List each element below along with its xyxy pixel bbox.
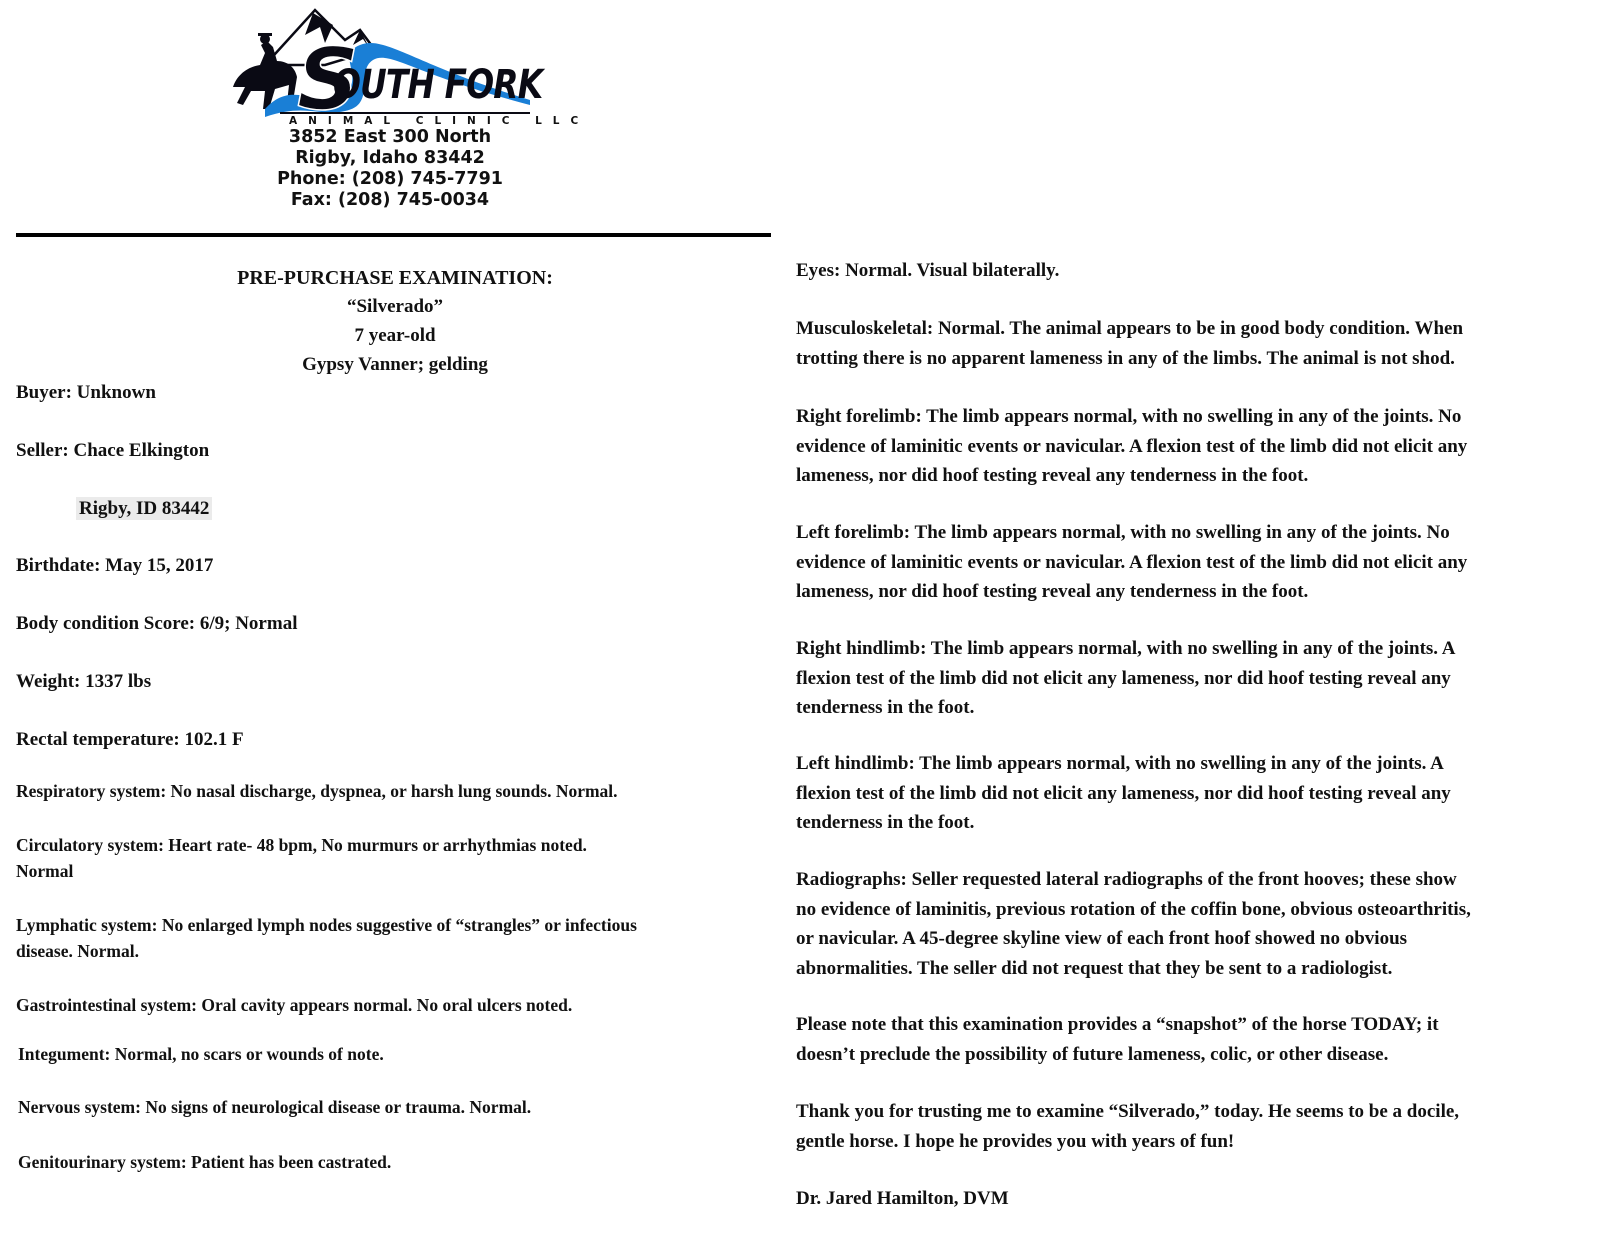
header-divider bbox=[16, 233, 771, 237]
genitourinary-system: Genitourinary system: Patient has been castrated. bbox=[18, 1152, 392, 1172]
left-hindlimb-finding: Left hindlimb: The limb appears normal, with no swelling in any of the joints. A flexion test of the limb did not elicit any lameness, nor did hoof testing reveal any tenderness in the foot. bbox=[796, 753, 1451, 833]
gastrointestinal-system: Gastrointestinal system: Oral cavity appears normal. No oral ulcers noted. bbox=[16, 995, 573, 1015]
birthdate-field: Birthdate: May 15, 2017 bbox=[16, 555, 214, 576]
respiratory-system: Respiratory system: No nasal discharge, dyspnea, or harsh lung sounds. Normal. bbox=[16, 781, 618, 801]
circulatory-system-line2: Normal bbox=[16, 861, 74, 881]
circulatory-system-line1: Circulatory system: Heart rate- 48 bpm, No murmurs or arrhythmias noted. bbox=[16, 835, 587, 855]
logo-subtitle: ANIMAL CLINIC LLC bbox=[289, 115, 590, 127]
eyes-finding: Eyes: Normal. Visual bilaterally. bbox=[796, 260, 1060, 281]
nervous-system: Nervous system: No signs of neurological disease or trauma. Normal. bbox=[18, 1097, 532, 1117]
right-hindlimb-finding: Right hindlimb: The limb appears normal, with no swelling in any of the joints. A flexion test of the limb did not elicit any lameness, nor did hoof testing reveal any tenderness in the foot. bbox=[796, 638, 1456, 718]
lymphatic-system-line2: disease. Normal. bbox=[16, 941, 139, 961]
clinic-phone: Phone: (208) 745-7791 bbox=[277, 169, 503, 189]
clinic-logo bbox=[225, 5, 590, 130]
radiographs-finding: Radiographs: Seller requested lateral radiographs of the front hooves; these show no evidence of laminitis, previous rotation of the coffin bone, obvious osteoarthritis, or navicular. A 45-degree skyline view of each front hoof showed no obvious abnormalities. The seller did not request that they be sent to a radiologist. bbox=[796, 869, 1471, 979]
logo-wordmark: OUTH FORK bbox=[333, 62, 543, 108]
rectal-temperature-field: Rectal temperature: 102.1 F bbox=[16, 729, 244, 750]
exam-title: PRE-PURCHASE EXAMINATION: bbox=[237, 267, 553, 289]
clinic-address-line2: Rigby, Idaho 83442 bbox=[295, 148, 485, 168]
right-forelimb-finding: Right forelimb: The limb appears normal, with no swelling in any of the joints. No evidence of laminitic events or navicular. A flexion test of the limb did not elicit any lameness, nor did hoof testing reveal any tenderness in the foot. bbox=[796, 406, 1468, 486]
disclaimer-note: Please note that this examination provides a “snapshot” of the horse TODAY; it doesn’t preclude the possibility of future lameness, colic, or other disease. bbox=[796, 1014, 1439, 1065]
weight-field: Weight: 1337 lbs bbox=[16, 671, 152, 692]
horse-name: “Silverado” bbox=[346, 296, 444, 317]
clinic-address-line1: 3852 East 300 North bbox=[288, 127, 492, 147]
thank-you-note: Thank you for trusting me to examine “Silverado,” today. He seems to be a docile, gentle horse. I hope he provides you with years of fun! bbox=[796, 1101, 1460, 1152]
veterinarian-signature: Dr. Jared Hamilton, DVM bbox=[796, 1188, 1009, 1209]
seller-location: Rigby, ID 83442 bbox=[76, 497, 212, 520]
horse-breed: Gypsy Vanner; gelding bbox=[302, 354, 488, 375]
buyer-field: Buyer: Unknown bbox=[16, 382, 156, 403]
body-condition-field: Body condition Score: 6/9; Normal bbox=[16, 613, 298, 634]
clinic-fax: Fax: (208) 745-0034 bbox=[290, 190, 490, 210]
horse-age: 7 year-old bbox=[354, 325, 436, 346]
musculoskeletal-finding: Musculoskeletal: Normal. The animal appears to be in good body condition. When trotting there is no apparent lameness in any of the limbs. The animal is not shod. bbox=[796, 318, 1464, 369]
left-forelimb-finding: Left forelimb: The limb appears normal, with no swelling in any of the joints. No evidence of laminitic events or navicular. A flexion test of the limb did not elicit any lameness, nor did hoof testing reveal any tenderness in the foot. bbox=[796, 522, 1468, 602]
logo-initial: S bbox=[297, 30, 359, 130]
seller-field: Seller: Chace Elkington bbox=[16, 440, 210, 461]
integument: Integument: Normal, no scars or wounds of note. bbox=[18, 1044, 384, 1064]
lymphatic-system-line1: Lymphatic system: No enlarged lymph nodes suggestive of “strangles” or infectious bbox=[16, 915, 637, 935]
